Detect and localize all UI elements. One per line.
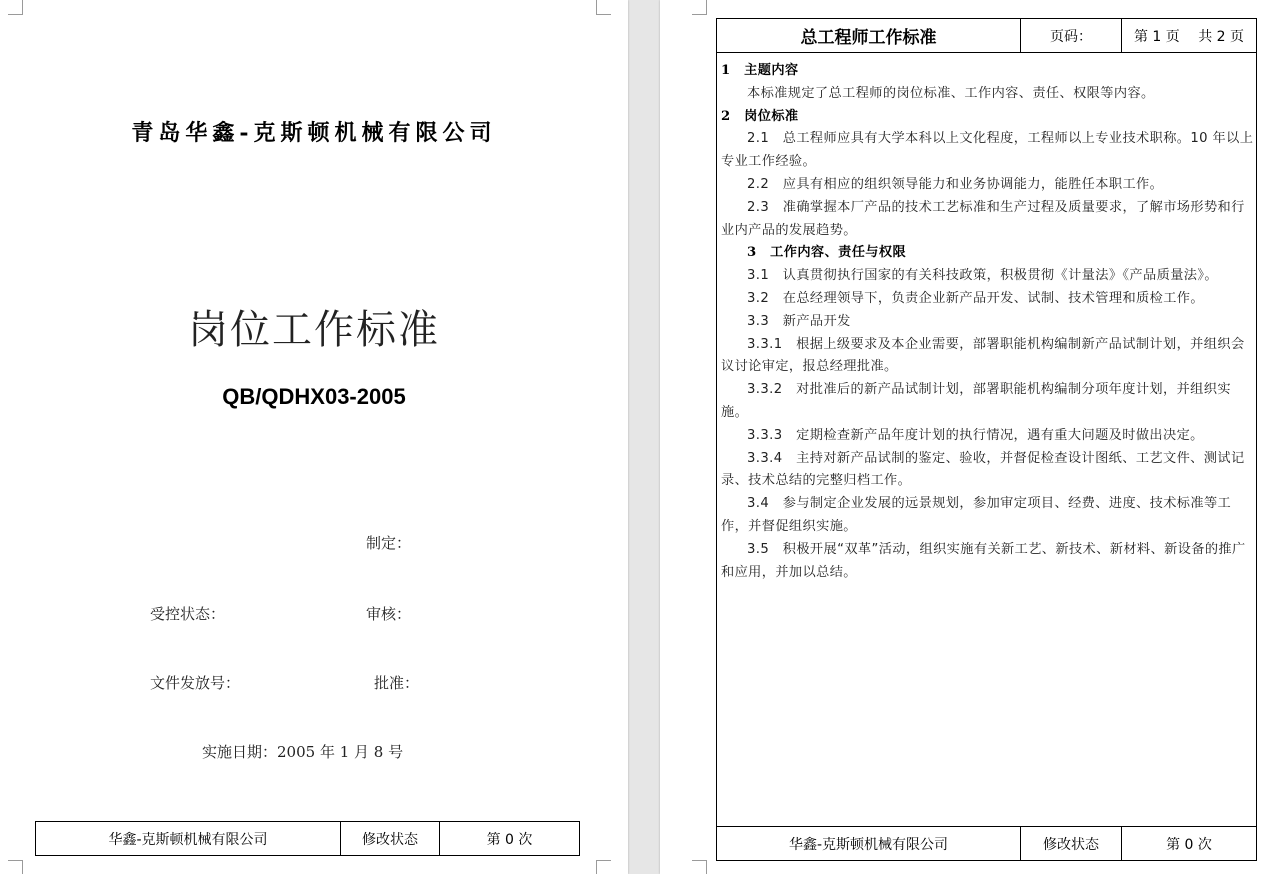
approved-by-label: 批准：: [374, 674, 420, 692]
paragraph: 3.3.2 对批准后的新产品试制计划，部署职能机构编制分项年度计划，并组织实施。: [721, 382, 1231, 420]
paragraph: 3.3.3 定期检查新产品年度计划的执行情况，遇有重大问题及时做出决定。: [747, 427, 1204, 443]
page-number-label: 页码：: [1021, 19, 1122, 53]
content-footer-table: [716, 826, 1257, 861]
section-heading: 3 工作内容、责任与权限: [747, 245, 907, 261]
reviewed-by-label: 审核：: [366, 605, 412, 623]
standard-body: [721, 60, 1254, 584]
header-table: [716, 18, 1257, 53]
company-name: 青岛华鑫-克斯顿机械有限公司: [131, 120, 497, 146]
footer-revision-value: 第 0 次: [1122, 827, 1257, 861]
section-heading: 2 岗位标准: [721, 108, 799, 124]
paragraph: 3.3.1 根据上级要求及本企业需要，部署职能机构编制新产品试制计划，并组织会议讨论审定，报总经理批准。: [721, 336, 1245, 375]
section-heading: 1 主题内容: [721, 63, 799, 78]
footer-company: 华鑫-克斯顿机械有限公司: [717, 827, 1021, 861]
paragraph: 3.5 积极开展“双革”活动，组织实施有关新工艺、新技术、新材料、新设备的推广和应用，并加以总结。: [721, 541, 1246, 580]
footer-company: 华鑫-克斯顿机械有限公司: [36, 822, 341, 856]
paragraph: 本标准规定了总工程师的岗位标准、工作内容、责任、权限等内容。: [747, 85, 1155, 101]
issue-number-label: 文件发放号：: [150, 674, 241, 692]
crop-mark: [692, 860, 707, 874]
document-title: 岗位工作标准: [188, 307, 440, 353]
footer-revision-label: 修改状态: [341, 822, 440, 856]
document-code: QB/QDHX03-2005: [222, 384, 406, 409]
footer-revision-value: 第 0 次: [440, 822, 580, 856]
paragraph: 3.4 参与制定企业发展的远景规划，参加审定项目、经费、进度、技术标准等工作，并督促组织实施。: [721, 496, 1232, 534]
page-number-value: 第 1 页 共 2 页: [1122, 19, 1257, 53]
crop-mark: [8, 0, 23, 15]
paragraph: 3.2 在总经理领导下，负责企业新产品开发、试制、技术管理和质检工作。: [747, 290, 1204, 306]
footer-revision-label: 修改状态: [1021, 827, 1122, 861]
cover-footer-table: [35, 821, 580, 856]
paragraph: 3.3 新产品开发: [747, 313, 851, 329]
content-page: [660, 0, 1280, 874]
paragraph: 2.1 总工程师应具有大学本科以上文化程度，工程师以上专业技术职称。10 年以上专业工作经验。: [721, 131, 1254, 170]
cover-page: [0, 0, 628, 874]
paragraph: 3.1 认真贯彻执行国家的有关科技政策，积极贯彻《计量法》《产品质量法》。: [747, 268, 1218, 284]
crop-mark: [596, 0, 611, 15]
paragraph: 3.3.4 主持对新产品试制的鉴定、验收，并督促检查设计图纸、工艺文件、测试记录、技术总结的完整归档工作。: [721, 450, 1245, 489]
made-by-label: 制定：: [366, 534, 412, 552]
effective-date: 实施日期：2005 年 1 月 8 号: [202, 743, 404, 761]
paragraph: 2.3 准确掌握本厂产品的技术工艺标准和生产过程及质量要求，了解市场形势和行业内产品的发展趋势。: [721, 199, 1245, 238]
standard-title: 总工程师工作标准: [717, 19, 1021, 53]
paragraph: 2.2 应具有相应的组织领导能力和业务协调能力，能胜任本职工作。: [747, 176, 1164, 192]
crop-mark: [692, 0, 707, 15]
controlled-status-label: 受控状态：: [150, 605, 226, 623]
crop-mark: [596, 860, 611, 874]
crop-mark: [8, 860, 23, 874]
